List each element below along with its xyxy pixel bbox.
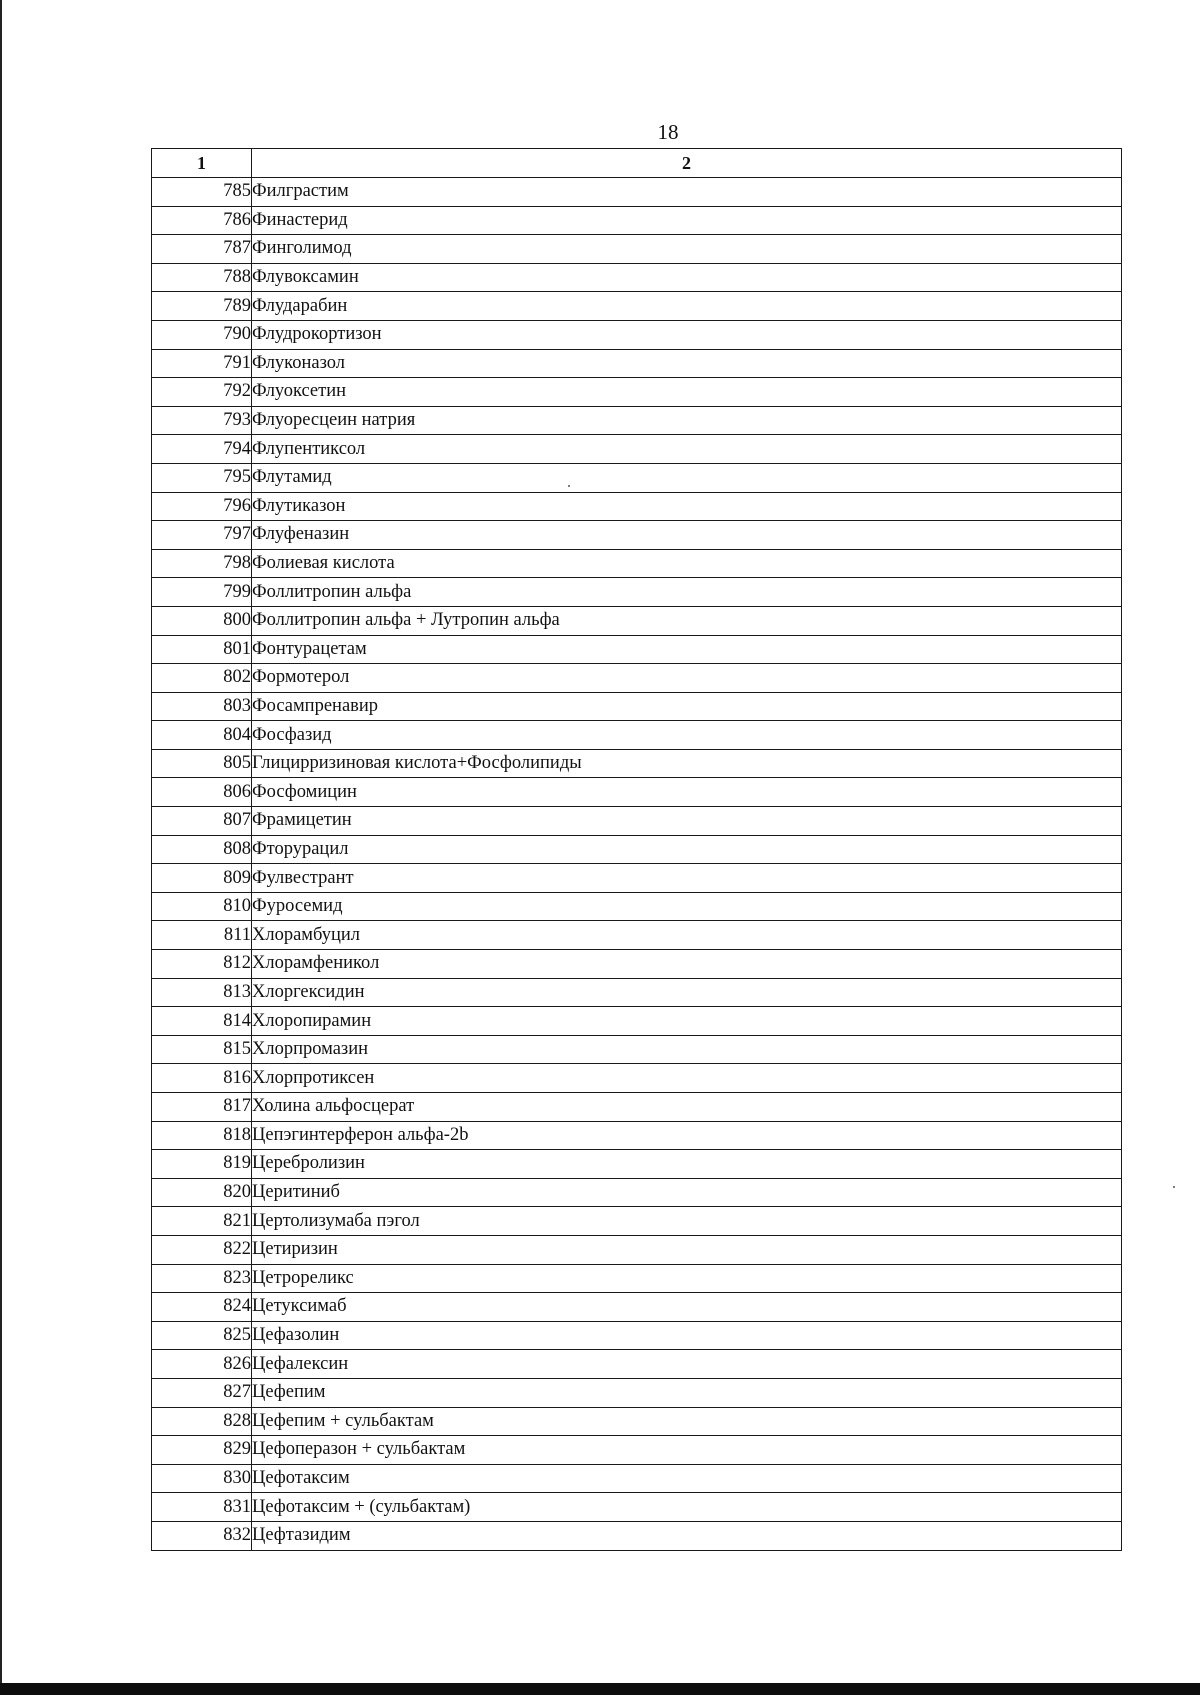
page-border: [0, 0, 2, 1695]
drug-name: Фторурацил: [252, 835, 1122, 864]
drug-name: Флуоксетин: [252, 378, 1122, 407]
scan-speck: [1173, 1186, 1175, 1188]
row-number: 791: [152, 349, 252, 378]
drug-name: Цефотаксим + (сульбактам): [252, 1493, 1122, 1522]
table-row: [152, 807, 1122, 836]
row-number: 790: [152, 320, 252, 349]
row-number: 810: [152, 892, 252, 921]
table-row: [152, 1436, 1122, 1465]
drug-name: Цефепим + сульбактам: [252, 1407, 1122, 1436]
row-number: 793: [152, 406, 252, 435]
row-number: 807: [152, 807, 252, 836]
table-row: [152, 950, 1122, 979]
page-number: 18: [657, 120, 679, 144]
table-row: [152, 1150, 1122, 1179]
table-row: [152, 1007, 1122, 1036]
row-number: 823: [152, 1264, 252, 1293]
drug-name: Фосампренавир: [252, 692, 1122, 721]
row-number: 796: [152, 492, 252, 521]
row-number: 822: [152, 1235, 252, 1264]
table-row: [152, 1093, 1122, 1122]
drug-name: Фосфазид: [252, 721, 1122, 750]
row-number: 801: [152, 635, 252, 664]
table-row: [152, 578, 1122, 607]
row-number: 817: [152, 1093, 252, 1122]
row-number: 786: [152, 206, 252, 235]
row-number: 803: [152, 692, 252, 721]
table-row: [152, 1064, 1122, 1093]
drug-name: Холина альфосцерат: [252, 1093, 1122, 1122]
table-row: [152, 635, 1122, 664]
table-row: [152, 549, 1122, 578]
table-row: [152, 921, 1122, 950]
table-row: [152, 1235, 1122, 1264]
row-number: 795: [152, 463, 252, 492]
drug-name: Флувоксамин: [252, 263, 1122, 292]
drug-name: Флудрокортизон: [252, 320, 1122, 349]
row-number: 820: [152, 1178, 252, 1207]
drug-name: Церитиниб: [252, 1178, 1122, 1207]
row-number: 832: [152, 1521, 252, 1550]
drug-name: Фонтурацетам: [252, 635, 1122, 664]
drug-name: Цефалексин: [252, 1350, 1122, 1379]
row-number: 818: [152, 1121, 252, 1150]
row-number: 812: [152, 950, 252, 979]
drug-table: [151, 148, 1122, 1551]
drug-name: Финастерид: [252, 206, 1122, 235]
row-number: 788: [152, 263, 252, 292]
row-number: 798: [152, 549, 252, 578]
table-row: [152, 521, 1122, 550]
table-row: [152, 1464, 1122, 1493]
drug-name: Цетуксимаб: [252, 1293, 1122, 1322]
drug-name: Формотерол: [252, 664, 1122, 693]
table-row: [152, 1378, 1122, 1407]
row-number: 814: [152, 1007, 252, 1036]
column-header-name: 2: [252, 149, 1122, 178]
table-row: [152, 1293, 1122, 1322]
table-row: [152, 749, 1122, 778]
table-row: [152, 1121, 1122, 1150]
table-row: [152, 235, 1122, 264]
table-row: [152, 178, 1122, 207]
drug-name: Церебролизин: [252, 1150, 1122, 1179]
drug-name: Филграстим: [252, 178, 1122, 207]
drug-name: Флутамид: [252, 463, 1122, 492]
row-number: 813: [152, 978, 252, 1007]
row-number: 811: [152, 921, 252, 950]
row-number: 828: [152, 1407, 252, 1436]
table-row: [152, 1521, 1122, 1550]
table-row: [152, 349, 1122, 378]
drug-name: Фоллитропин альфа + Лутропин альфа: [252, 606, 1122, 635]
table-row: [152, 1178, 1122, 1207]
drug-name: Хлорамбуцил: [252, 921, 1122, 950]
drug-name: Хлоропирамин: [252, 1007, 1122, 1036]
row-number: 829: [152, 1436, 252, 1465]
row-number: 799: [152, 578, 252, 607]
row-number: 827: [152, 1378, 252, 1407]
table-row: [152, 292, 1122, 321]
row-number: 830: [152, 1464, 252, 1493]
row-number: 806: [152, 778, 252, 807]
drug-name: Флутиказон: [252, 492, 1122, 521]
table-row: [152, 1321, 1122, 1350]
drug-name: Фрамицетин: [252, 807, 1122, 836]
table-row: [152, 978, 1122, 1007]
drug-name: Флуфеназин: [252, 521, 1122, 550]
row-number: 792: [152, 378, 252, 407]
drug-name: Фосфомицин: [252, 778, 1122, 807]
drug-name: Фолиевая кислота: [252, 549, 1122, 578]
drug-name: Цепэгинтерферон альфа-2b: [252, 1121, 1122, 1150]
table-body: [152, 178, 1122, 1551]
drug-name: Цетиризин: [252, 1235, 1122, 1264]
drug-name: Хлорпротиксен: [252, 1064, 1122, 1093]
drug-name: Флупентиксол: [252, 435, 1122, 464]
drug-name: Глицирризиновая кислота+Фосфолипиды: [252, 749, 1122, 778]
row-number: 797: [152, 521, 252, 550]
table-row: [152, 263, 1122, 292]
row-number: 819: [152, 1150, 252, 1179]
row-number: 805: [152, 749, 252, 778]
drug-name: Цетрореликс: [252, 1264, 1122, 1293]
drug-name: Флударабин: [252, 292, 1122, 321]
row-number: 785: [152, 178, 252, 207]
row-number: 804: [152, 721, 252, 750]
table-row: [152, 435, 1122, 464]
table-row: [152, 206, 1122, 235]
table-row: [152, 1407, 1122, 1436]
table-row: [152, 463, 1122, 492]
drug-name: Фулвестрант: [252, 864, 1122, 893]
drug-name: Флуконазол: [252, 349, 1122, 378]
scan-speck: [568, 485, 570, 487]
table-row: [152, 1350, 1122, 1379]
table-row: [152, 1207, 1122, 1236]
table-row: [152, 692, 1122, 721]
table-row: [152, 778, 1122, 807]
row-number: 787: [152, 235, 252, 264]
row-number: 802: [152, 664, 252, 693]
table-row: [152, 892, 1122, 921]
table-row: [152, 864, 1122, 893]
drug-name: Цефазолин: [252, 1321, 1122, 1350]
table-row: [152, 406, 1122, 435]
scan-bottom-bar: [0, 1683, 1200, 1695]
drug-name: Цертолизумаба пэгол: [252, 1207, 1122, 1236]
table-row: [152, 1264, 1122, 1293]
row-number: 831: [152, 1493, 252, 1522]
row-number: 809: [152, 864, 252, 893]
drug-name: Цефотаксим: [252, 1464, 1122, 1493]
drug-name: Хлоргексидин: [252, 978, 1122, 1007]
table-row: [152, 492, 1122, 521]
row-number: 824: [152, 1293, 252, 1322]
table-row: [152, 320, 1122, 349]
table-row: [152, 606, 1122, 635]
drug-name: Флуоресцеин натрия: [252, 406, 1122, 435]
table-row: [152, 378, 1122, 407]
row-number: 789: [152, 292, 252, 321]
drug-name: Фоллитропин альфа: [252, 578, 1122, 607]
drug-name: Хлорпромазин: [252, 1035, 1122, 1064]
row-number: 816: [152, 1064, 252, 1093]
row-number: 825: [152, 1321, 252, 1350]
drug-name: Цефоперазон + сульбактам: [252, 1436, 1122, 1465]
table-row: [152, 1493, 1122, 1522]
row-number: 821: [152, 1207, 252, 1236]
row-number: 815: [152, 1035, 252, 1064]
table-row: [152, 1035, 1122, 1064]
row-number: 800: [152, 606, 252, 635]
column-header-number: 1: [152, 149, 252, 178]
drug-name: Фуросемид: [252, 892, 1122, 921]
table-row: [152, 835, 1122, 864]
row-number: 808: [152, 835, 252, 864]
row-number: 826: [152, 1350, 252, 1379]
row-number: 794: [152, 435, 252, 464]
table-header-row: [152, 149, 1122, 178]
table-row: [152, 721, 1122, 750]
drug-name: Финголимод: [252, 235, 1122, 264]
drug-name: Хлорамфеникол: [252, 950, 1122, 979]
table-row: [152, 664, 1122, 693]
drug-name: Цефепим: [252, 1378, 1122, 1407]
drug-name: Цефтазидим: [252, 1521, 1122, 1550]
